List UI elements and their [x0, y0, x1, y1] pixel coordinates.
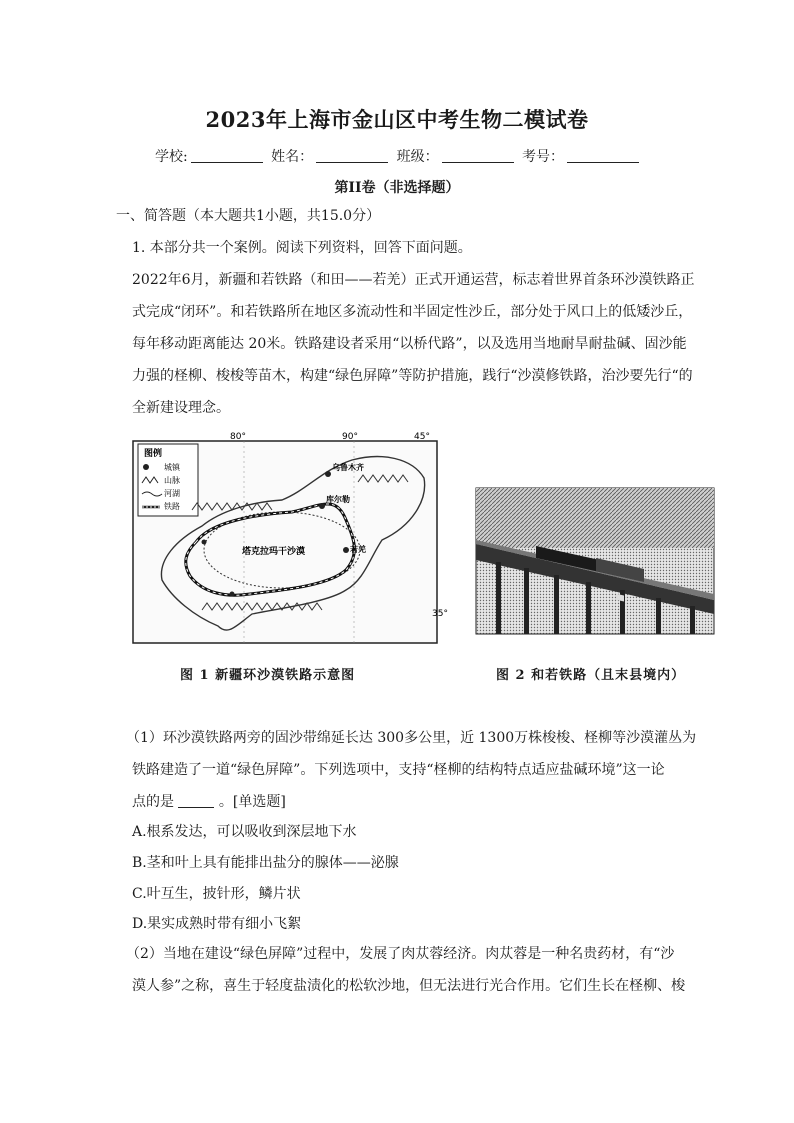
- passage-line: 力强的柽柳、梭梭等苗木，构建“绿色屏障”等防护措施，践行“沙漠修铁路，治沙要先行“的: [132, 368, 693, 384]
- q1-line: （1）环沙漠铁路两旁的固沙带绵延长达 300多公里，近 1300万株梭梭、柽柳等沙漠灌丛为: [126, 730, 697, 746]
- school-label: 学校:: [154, 149, 188, 165]
- latitude-label: 35°: [432, 609, 448, 619]
- passage-line: 全新建设理念。: [132, 400, 230, 416]
- figure2-photo: [476, 488, 714, 634]
- figure1-map: [132, 430, 448, 644]
- exam-no-field[interactable]: [522, 146, 639, 166]
- q1-option-b[interactable]: B.茎和叶上具有能排出盐分的腺体——泌腺: [132, 855, 399, 871]
- student-info-row: [0, 146, 794, 166]
- legend-item: 山脉: [164, 476, 180, 485]
- place-label: 乌鲁木齐: [332, 463, 364, 472]
- q1-line-last: [132, 792, 698, 812]
- name-blank[interactable]: [316, 148, 388, 163]
- exam-no-label: 考号：: [522, 149, 565, 165]
- question-intro: 1. 本部分共一个案例。阅读下列资料，回答下面问题。: [132, 240, 472, 256]
- legend-item: 城镇: [164, 463, 180, 472]
- place-label: 若羌: [350, 545, 366, 554]
- q1-line-pre: 点的是: [132, 794, 179, 810]
- exam-title: 2023年上海市金山区中考生物二模试卷: [205, 107, 589, 132]
- latitude-label: 45°: [414, 432, 430, 442]
- figure2-caption: 图 2 和若铁路（且末县境内）: [496, 668, 686, 683]
- passage-line: 式完成“闭环”。和若铁路所在地区多流动性和半固定性沙丘，部分处于风口上的低矮沙丘，: [132, 304, 693, 320]
- legend-item: 铁路: [164, 502, 180, 511]
- class-field[interactable]: [397, 146, 514, 166]
- passage-line: 每年移动距离能达 20米。铁路建设者采用“以桥代路”，以及选用当地耐旱耐盐碱、固沙能: [132, 336, 687, 352]
- class-label: 班级：: [396, 149, 439, 165]
- place-label: 塔克拉玛干沙漠: [242, 547, 306, 557]
- name-label: 姓名：: [271, 149, 314, 165]
- railway-map-illustration: [132, 430, 448, 644]
- q1-answer-blank[interactable]: [178, 793, 214, 808]
- section-title: 第II卷（非选择题）: [334, 180, 460, 196]
- legend-title: 图例: [144, 449, 163, 459]
- q1-option-c[interactable]: C.叶互生，披针形，鳞片状: [132, 886, 301, 902]
- railway-bridge-photo: [476, 488, 714, 634]
- longitude-label: 80°: [230, 432, 246, 442]
- q1-option-a[interactable]: A.根系发达，可以吸收到深层地下水: [132, 824, 357, 840]
- q2-line: 漠人参”之称，喜生于轻度盐渍化的松软沙地，但无法进行光合作用。它们生长在柽柳、梭: [132, 978, 686, 994]
- class-blank[interactable]: [442, 148, 514, 163]
- q2-line: （2）当地在建设“绿色屏障”过程中，发展了肉苁蓉经济。肉苁蓉是一种名贵药材，有“沙: [126, 946, 675, 962]
- school-field[interactable]: [155, 146, 263, 166]
- school-blank[interactable]: [191, 148, 263, 163]
- q1-line: 铁路建造了一道“绿色屏障”。下列选项中，支持“柽柳的结构特点适应盐碱环境”这一论: [132, 762, 665, 778]
- longitude-label: 90°: [342, 432, 358, 442]
- figure1-caption: 图 1 新疆环沙漠铁路示意图: [180, 668, 356, 683]
- legend-item: 河湖: [164, 489, 180, 498]
- q1-option-d[interactable]: D.果实成熟时带有细小飞絮: [132, 916, 302, 932]
- part-heading: 一、简答题（本大题共1小题，共15.0分）: [116, 208, 381, 224]
- place-label: 库尔勒: [326, 495, 350, 504]
- name-field[interactable]: [271, 146, 388, 166]
- q1-line-post: 。[单选题]: [214, 794, 286, 810]
- passage-line: 2022年6月，新疆和若铁路（和田——若羌）正式开通运营，标志着世界首条环沙漠铁路正: [132, 272, 695, 288]
- exam-no-blank[interactable]: [567, 148, 639, 163]
